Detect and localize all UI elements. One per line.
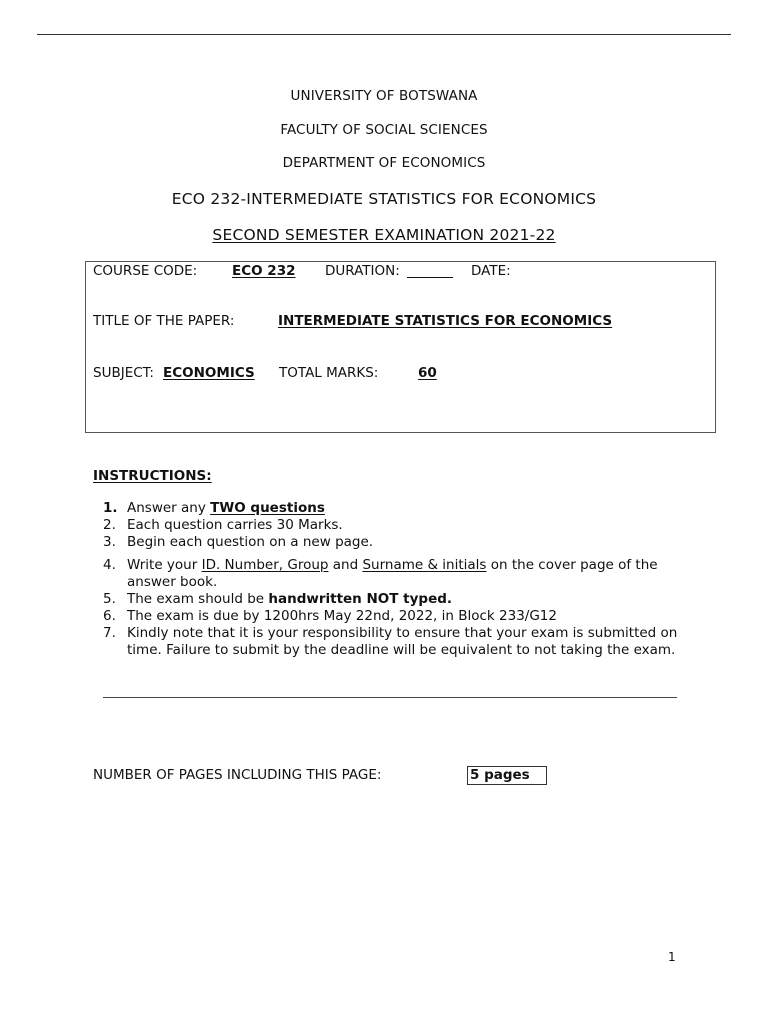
paper-title-value: INTERMEDIATE STATISTICS FOR ECONOMICS [278, 313, 613, 329]
top-rule [37, 34, 731, 35]
duration-blank [407, 277, 453, 278]
list-item: 3. Begin each question on a new page. [103, 534, 374, 550]
list-item: 6. The exam is due by 1200hrs May 22nd, 2022, in Block 233/G12 [103, 608, 557, 624]
date-label: DATE: [471, 263, 511, 279]
pages-label: NUMBER OF PAGES INCLUDING THIS PAGE: [93, 767, 382, 783]
faculty-name: FACULTY OF SOCIAL SCIENCES [280, 122, 488, 138]
course-title: ECO 232-INTERMEDIATE STATISTICS FOR ECONOMICS [171, 190, 597, 208]
exam-title: SECOND SEMESTER EXAMINATION 2021-22 [212, 226, 556, 244]
total-marks-value: 60 [418, 365, 437, 381]
paper-title-label: TITLE OF THE PAPER: [93, 313, 235, 329]
duration-label: DURATION: [325, 263, 400, 279]
subject-value: ECONOMICS [163, 365, 255, 381]
course-info-box [85, 261, 716, 433]
course-code-value: ECO 232 [232, 263, 296, 279]
instructions-list [103, 500, 678, 659]
list-item: 1. Answer any TWO questions [103, 500, 325, 516]
instructions-heading: INSTRUCTIONS: [93, 468, 212, 484]
section-divider [103, 697, 677, 698]
list-item: 2. Each question carries 30 Marks. [103, 517, 343, 533]
course-code-label: COURSE CODE: [93, 263, 198, 279]
page-number: 1 [668, 950, 676, 964]
total-marks-label: TOTAL MARKS: [279, 365, 379, 381]
list-item: 7. Kindly note that it is your responsibility to ensure that your exam is submitted on time. Failure to submit by the deadline will be equivalent to not taking the exam. [103, 625, 678, 658]
subject-label: SUBJECT: [93, 365, 154, 381]
pages-value-box: 5 pages [467, 766, 547, 785]
list-item: 5. The exam should be handwritten NOT typed. [103, 591, 453, 607]
department-name: DEPARTMENT OF ECONOMICS [282, 155, 486, 171]
list-item: 4. Write your ID. Number, Group and Surname & initials on the cover page of the answer book. [103, 557, 658, 590]
university-name: UNIVERSITY OF BOTSWANA [290, 88, 478, 104]
